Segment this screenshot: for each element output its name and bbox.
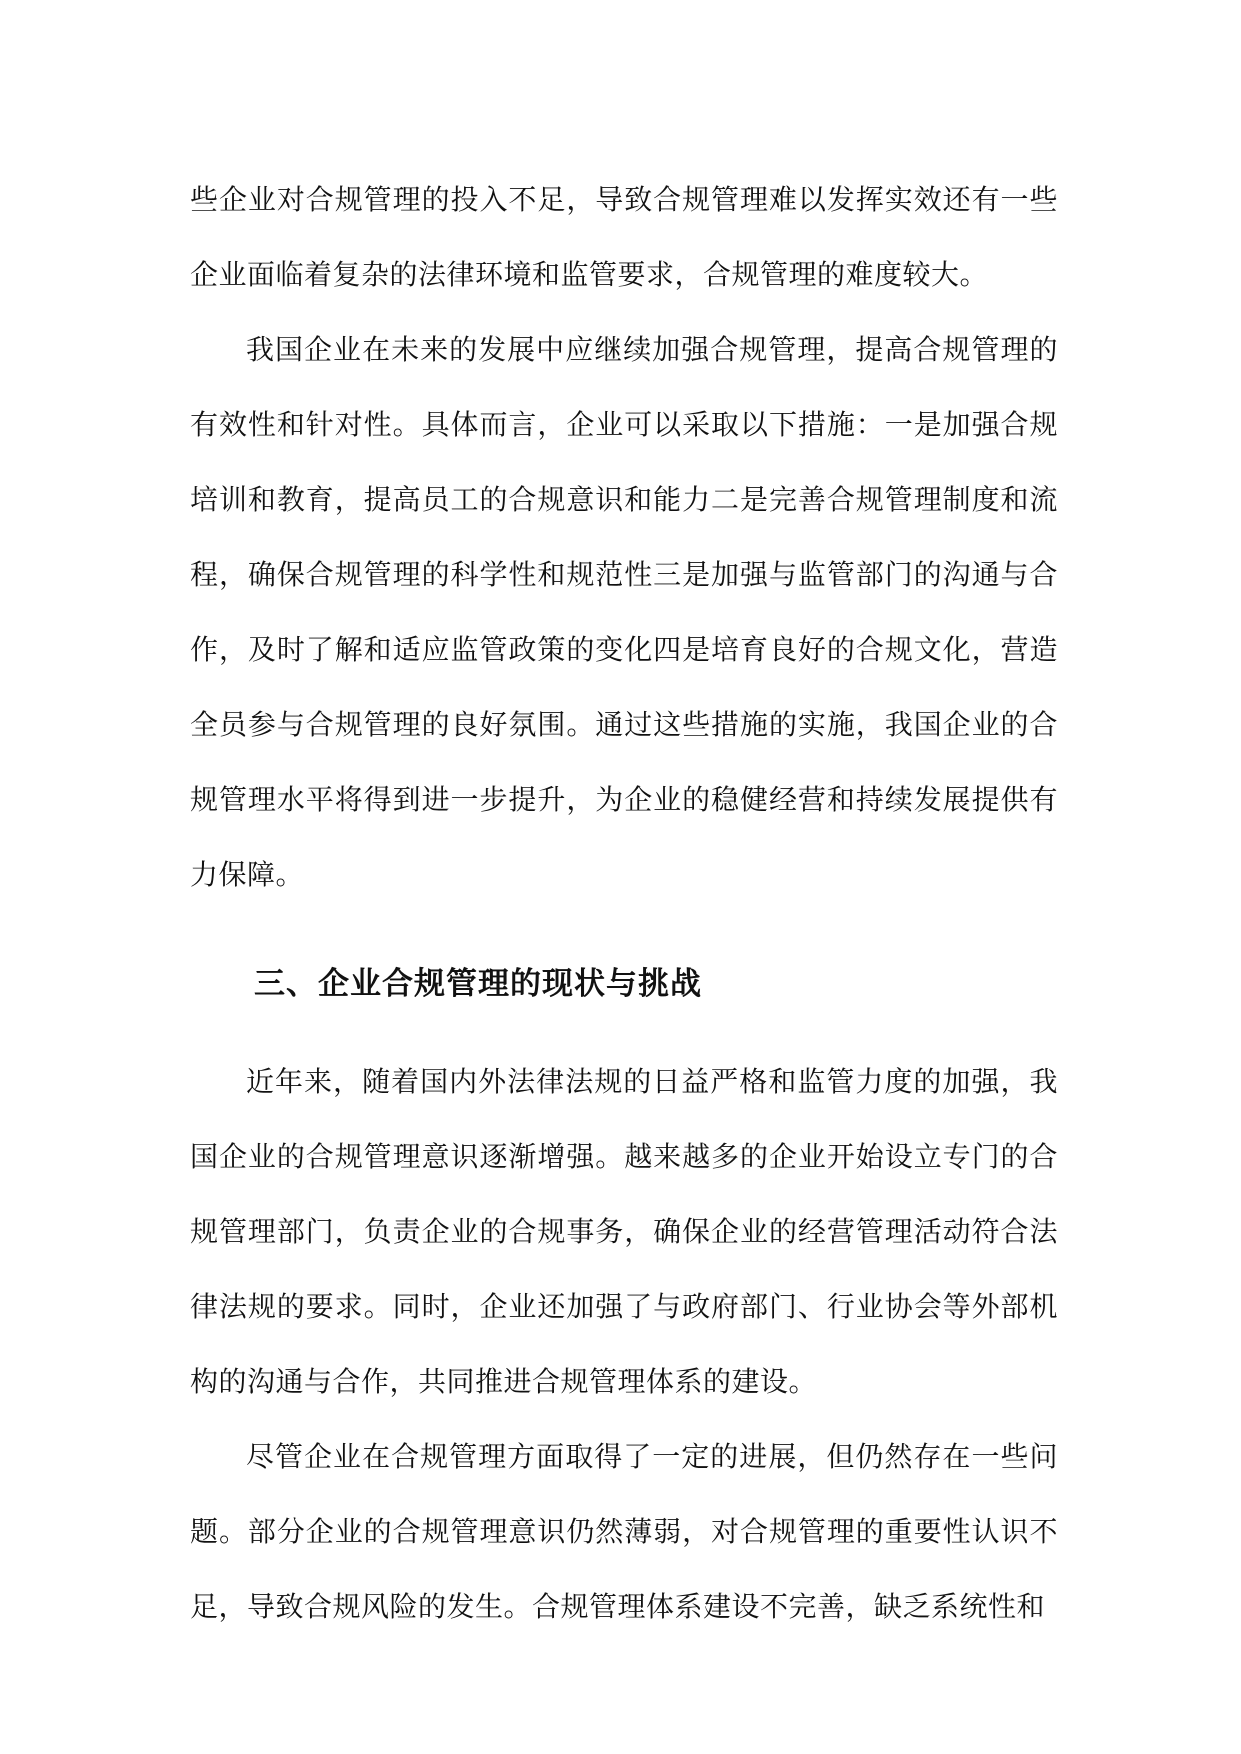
paragraph-current-status: 近年来，随着国内外法律法规的日益严格和监管力度的加强，我国企业的合规管理意识逐渐增强。越来越多的企业开始设立专门的合规管理部门，负责企业的合规事务，确保企业的经营管理活动符合法律法规的要求。同时，企业还加强了与政府部门、行业协会等外部机构的沟通与合作，共同推进合规管理体系的建设。	[190, 1065, 1058, 1398]
paragraph-continuation: 些企业对合规管理的投入不足，导致合规管理难以发挥实效还有一些企业面临着复杂的法律环境和监管要求，合规管理的难度较大。	[190, 183, 1058, 291]
paragraph-measures: 我国企业在未来的发展中应继续加强合规管理，提高合规管理的有效性和针对性。具体而言，企业可以采取以下措施：一是加强合规培训和教育，提高员工的合规意识和能力二是完善合规管理制度和流程，确保合规管理的科学性和规范性三是加强与监管部门的沟通与合作，及时了解和适应监管政策的变化四是培育良好的合规文化，营造全员参与合规管理的良好氛围。通过这些措施的实施，我国企业的合规管理水平将得到进一步提升，为企业的稳健经营和持续发展提供有力保障。	[190, 333, 1058, 891]
paragraph-problems: 尽管企业在合规管理方面取得了一定的进展，但仍然存在一些问题。部分企业的合规管理意识仍然薄弱，对合规管理的重要性认识不足，导致合规风险的发生。合规管理体系建设不完善，缺乏系统性和	[190, 1440, 1058, 1623]
section-heading: 三、企业合规管理的现状与挑战	[254, 965, 702, 1002]
